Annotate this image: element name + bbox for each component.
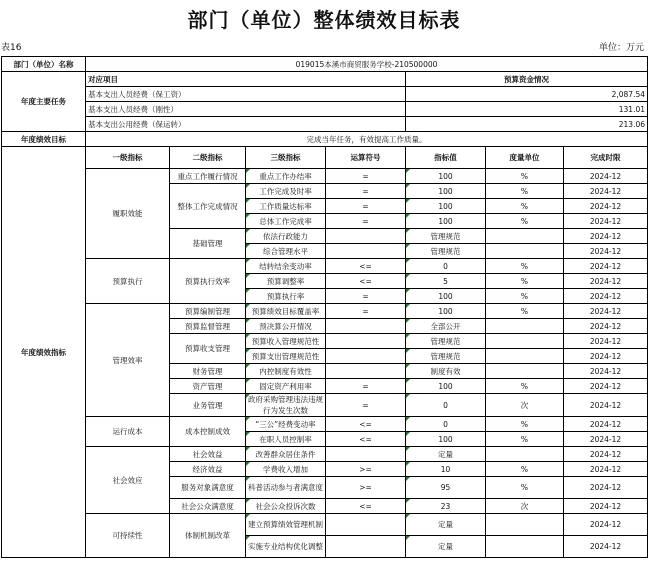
indicator-value: 100 [406,289,486,304]
indicator-level2: 社会效益 [170,447,246,462]
indicator-level3: 实施专业结构优化调整 [246,536,326,558]
indicator-level3: 学费收入增加 [246,462,326,477]
indicator-level3: 预算支出管理规范性 [246,349,326,364]
indicator-value: 管理规范 [406,244,486,259]
indicator-deadline: 2024-12 [564,319,648,334]
indicator-unit: % [486,304,564,319]
indicator-value: 100 [406,304,486,319]
indicator-deadline: 2024-12 [564,379,648,394]
indicator-operator [326,536,406,558]
indicator-level2: 基础管理 [170,229,246,259]
indicator-level3: 重点工作办结率 [246,169,326,184]
page-title: 部门（单位）整体绩效目标表 [187,8,461,32]
indicator-unit [486,319,564,334]
header-operator: 运算符号 [326,147,406,169]
indicator-level3: 社会公众投诉次数 [246,499,326,514]
indicator-level2: 社会公众满意度 [170,499,246,514]
indicator-operator [326,334,406,349]
indicator-operator [326,364,406,379]
indicator-row [2,417,648,432]
indicator-deadline: 2024-12 [564,244,648,259]
indicator-level3: 在职人员控制率 [246,432,326,447]
indicator-operator: <= [326,259,406,274]
indicator-unit: % [486,259,564,274]
indicator-operator: = [326,199,406,214]
indicator-value: 100 [406,169,486,184]
indicator-level3: 科普活动参与者满意度 [246,477,326,499]
indicator-level3: 预算绩效目标覆盖率 [246,304,326,319]
indicator-level3: 固定资产利用率 [246,379,326,394]
indicator-row [2,259,648,274]
indicator-level2: 预算监督管理 [170,319,246,334]
indicator-operator [326,319,406,334]
indicator-unit: % [486,432,564,447]
indicator-level2: 成本控制成效 [170,417,246,447]
indicator-deadline: 2024-12 [564,514,648,536]
indicator-value: 管理规范 [406,229,486,244]
meta-row [0,40,648,56]
indicator-deadline: 2024-12 [564,447,648,462]
indicator-deadline: 2024-12 [564,274,648,289]
indicator-operator: = [326,184,406,199]
indicator-level3: 政府采购管理违法违规行为发生次数 [246,394,326,417]
indicator-deadline: 2024-12 [564,169,648,184]
indicator-deadline: 2024-12 [564,214,648,229]
header-unit: 度量单位 [486,147,564,169]
annual-goal-text: 完成当年任务，有效提高工作质量。 [86,132,648,147]
indicator-deadline: 2024-12 [564,289,648,304]
indicator-level3: 改善群众居住条件 [246,447,326,462]
performance-table [1,56,648,558]
indicator-level1: 运行成本 [86,417,170,447]
indicator-deadline: 2024-12 [564,499,648,514]
header-deadline: 完成时限 [564,147,648,169]
indicator-deadline: 2024-12 [564,417,648,432]
indicator-level2: 资产管理 [170,379,246,394]
indicator-deadline: 2024-12 [564,304,648,319]
indicator-unit: % [486,214,564,229]
indicator-level3: 内控制度有效性 [246,364,326,379]
indicator-value: 100 [406,184,486,199]
indicator-value: 10 [406,462,486,477]
indicator-level2: 预算执行效率 [170,259,246,304]
indicator-level3: 预算调整率 [246,274,326,289]
indicator-unit: 次 [486,394,564,417]
indicator-level1: 履职效能 [86,169,170,259]
indicator-unit [486,334,564,349]
indicator-operator: = [326,214,406,229]
indicator-deadline: 2024-12 [564,394,648,417]
dept-label: 部门（单位）名称 [2,57,86,72]
indicator-value: 定量 [406,536,486,558]
indicator-level2: 财务管理 [170,364,246,379]
indicator-value: 全部公开 [406,319,486,334]
indicator-unit: % [486,462,564,477]
indicator-unit: % [486,379,564,394]
indicator-deadline: 2024-12 [564,199,648,214]
indicator-unit [486,229,564,244]
indicator-deadline: 2024-12 [564,229,648,244]
indicator-value: 制度有效 [406,364,486,379]
indicator-level1: 管理效率 [86,304,170,417]
header-value: 指标值 [406,147,486,169]
indicator-operator: = [326,304,406,319]
indicator-unit: % [486,477,564,499]
indicator-operator: = [326,394,406,417]
indicator-level3: 结转结余变动率 [246,259,326,274]
indicator-unit: % [486,289,564,304]
indicator-level3: 预决算公开情况 [246,319,326,334]
indicator-row [2,304,648,319]
indicator-value: 95 [406,477,486,499]
indicator-operator [326,229,406,244]
indicator-level2: 预算收支管理 [170,334,246,364]
indicator-value: 100 [406,432,486,447]
dept-name: 019015本溪市商贸服务学校-210500000 [86,57,648,72]
indicator-operator [326,514,406,536]
indicator-value: 100 [406,214,486,229]
indicator-row [2,447,648,462]
indicator-unit: % [486,417,564,432]
indicator-value: 管理规范 [406,349,486,364]
indicator-operator: <= [326,432,406,447]
indicator-level3: 工作完成及时率 [246,184,326,199]
indicator-value: 5 [406,274,486,289]
indicator-operator: = [326,289,406,304]
unit-label: 单位：万元 [598,43,644,53]
header-level3: 三级指标 [246,147,326,169]
indicator-operator [326,244,406,259]
indicator-value: 0 [406,259,486,274]
indicator-unit [486,364,564,379]
indicator-row [2,514,648,536]
indicator-level2: 重点工作履行情况 [170,169,246,184]
indicator-level2: 业务管理 [170,394,246,417]
indicator-operator [326,349,406,364]
indicator-operator: >= [326,477,406,499]
indicator-operator: >= [326,462,406,477]
indicator-level2: 整体工作完成情况 [170,184,246,229]
indicator-value: 定量 [406,514,486,536]
indicator-unit [486,536,564,558]
indicator-level3: 总体工作完成率 [246,214,326,229]
indicator-unit [486,447,564,462]
indicator-value: 0 [406,417,486,432]
indicator-deadline: 2024-12 [564,462,648,477]
indicator-unit: % [486,169,564,184]
indicator-level3: “三公”经费变动率 [246,417,326,432]
indicator-level3: 预算执行率 [246,289,326,304]
indicator-operator: <= [326,417,406,432]
indicator-deadline: 2024-12 [564,349,648,364]
budget-amount: 2,087.54 [406,87,648,102]
project-name: 基本支出公用经费（保运转） [86,117,406,132]
indicator-deadline: 2024-12 [564,364,648,379]
indicator-level1: 社会效应 [86,447,170,514]
project-name: 基本支出人员经费（刚性） [86,102,406,117]
indicator-value: 定量 [406,447,486,462]
indicator-unit [486,349,564,364]
header-level1: 一级指标 [86,147,170,169]
indicator-value: 23 [406,499,486,514]
annual-goal-label: 年度绩效目标 [2,132,86,147]
indicator-level1: 可持续性 [86,514,170,558]
indicator-level2: 服务对象满意度 [170,477,246,499]
indicator-value: 管理规范 [406,334,486,349]
indicator-operator: = [326,169,406,184]
indicator-deadline: 2024-12 [564,477,648,499]
indicator-operator: = [326,379,406,394]
indicator-level3: 依法行政能力 [246,229,326,244]
indicator-unit [486,514,564,536]
indicator-level1: 预算执行 [86,259,170,304]
table-number: 表16 [1,43,22,53]
indicator-unit [486,244,564,259]
indicator-operator [326,447,406,462]
annual-tasks-label: 年度主要任务 [2,72,86,132]
project-header: 对应项目 [86,72,406,87]
indicator-level2: 经济效益 [170,462,246,477]
indicator-value: 100 [406,379,486,394]
indicator-row [2,169,648,184]
indicator-unit: % [486,199,564,214]
indicator-level3: 建立预算绩效管理机制 [246,514,326,536]
indicator-deadline: 2024-12 [564,334,648,349]
indicator-value: 100 [406,199,486,214]
indicator-level2: 预算编制管理 [170,304,246,319]
indicator-level2: 体制机制改革 [170,514,246,558]
indicator-operator: <= [326,274,406,289]
indicator-operator: <= [326,499,406,514]
budget-header: 预算资金情况 [406,72,648,87]
budget-amount: 131.01 [406,102,648,117]
indicator-unit: % [486,274,564,289]
indicator-unit: 次 [486,499,564,514]
indicator-deadline: 2024-12 [564,432,648,447]
project-name: 基本支出人员经费（保工资） [86,87,406,102]
budget-amount: 213.06 [406,117,648,132]
indicator-deadline: 2024-12 [564,184,648,199]
header-level2: 二级指标 [170,147,246,169]
indicator-unit: % [486,184,564,199]
indicators-label: 年度绩效指标 [2,147,86,558]
indicator-level3: 预算收入管理规范性 [246,334,326,349]
indicator-deadline: 2024-12 [564,536,648,558]
indicator-level3: 综合管理水平 [246,244,326,259]
indicator-deadline: 2024-12 [564,259,648,274]
indicator-value: 0 [406,394,486,417]
indicator-level3: 工作质量达标率 [246,199,326,214]
